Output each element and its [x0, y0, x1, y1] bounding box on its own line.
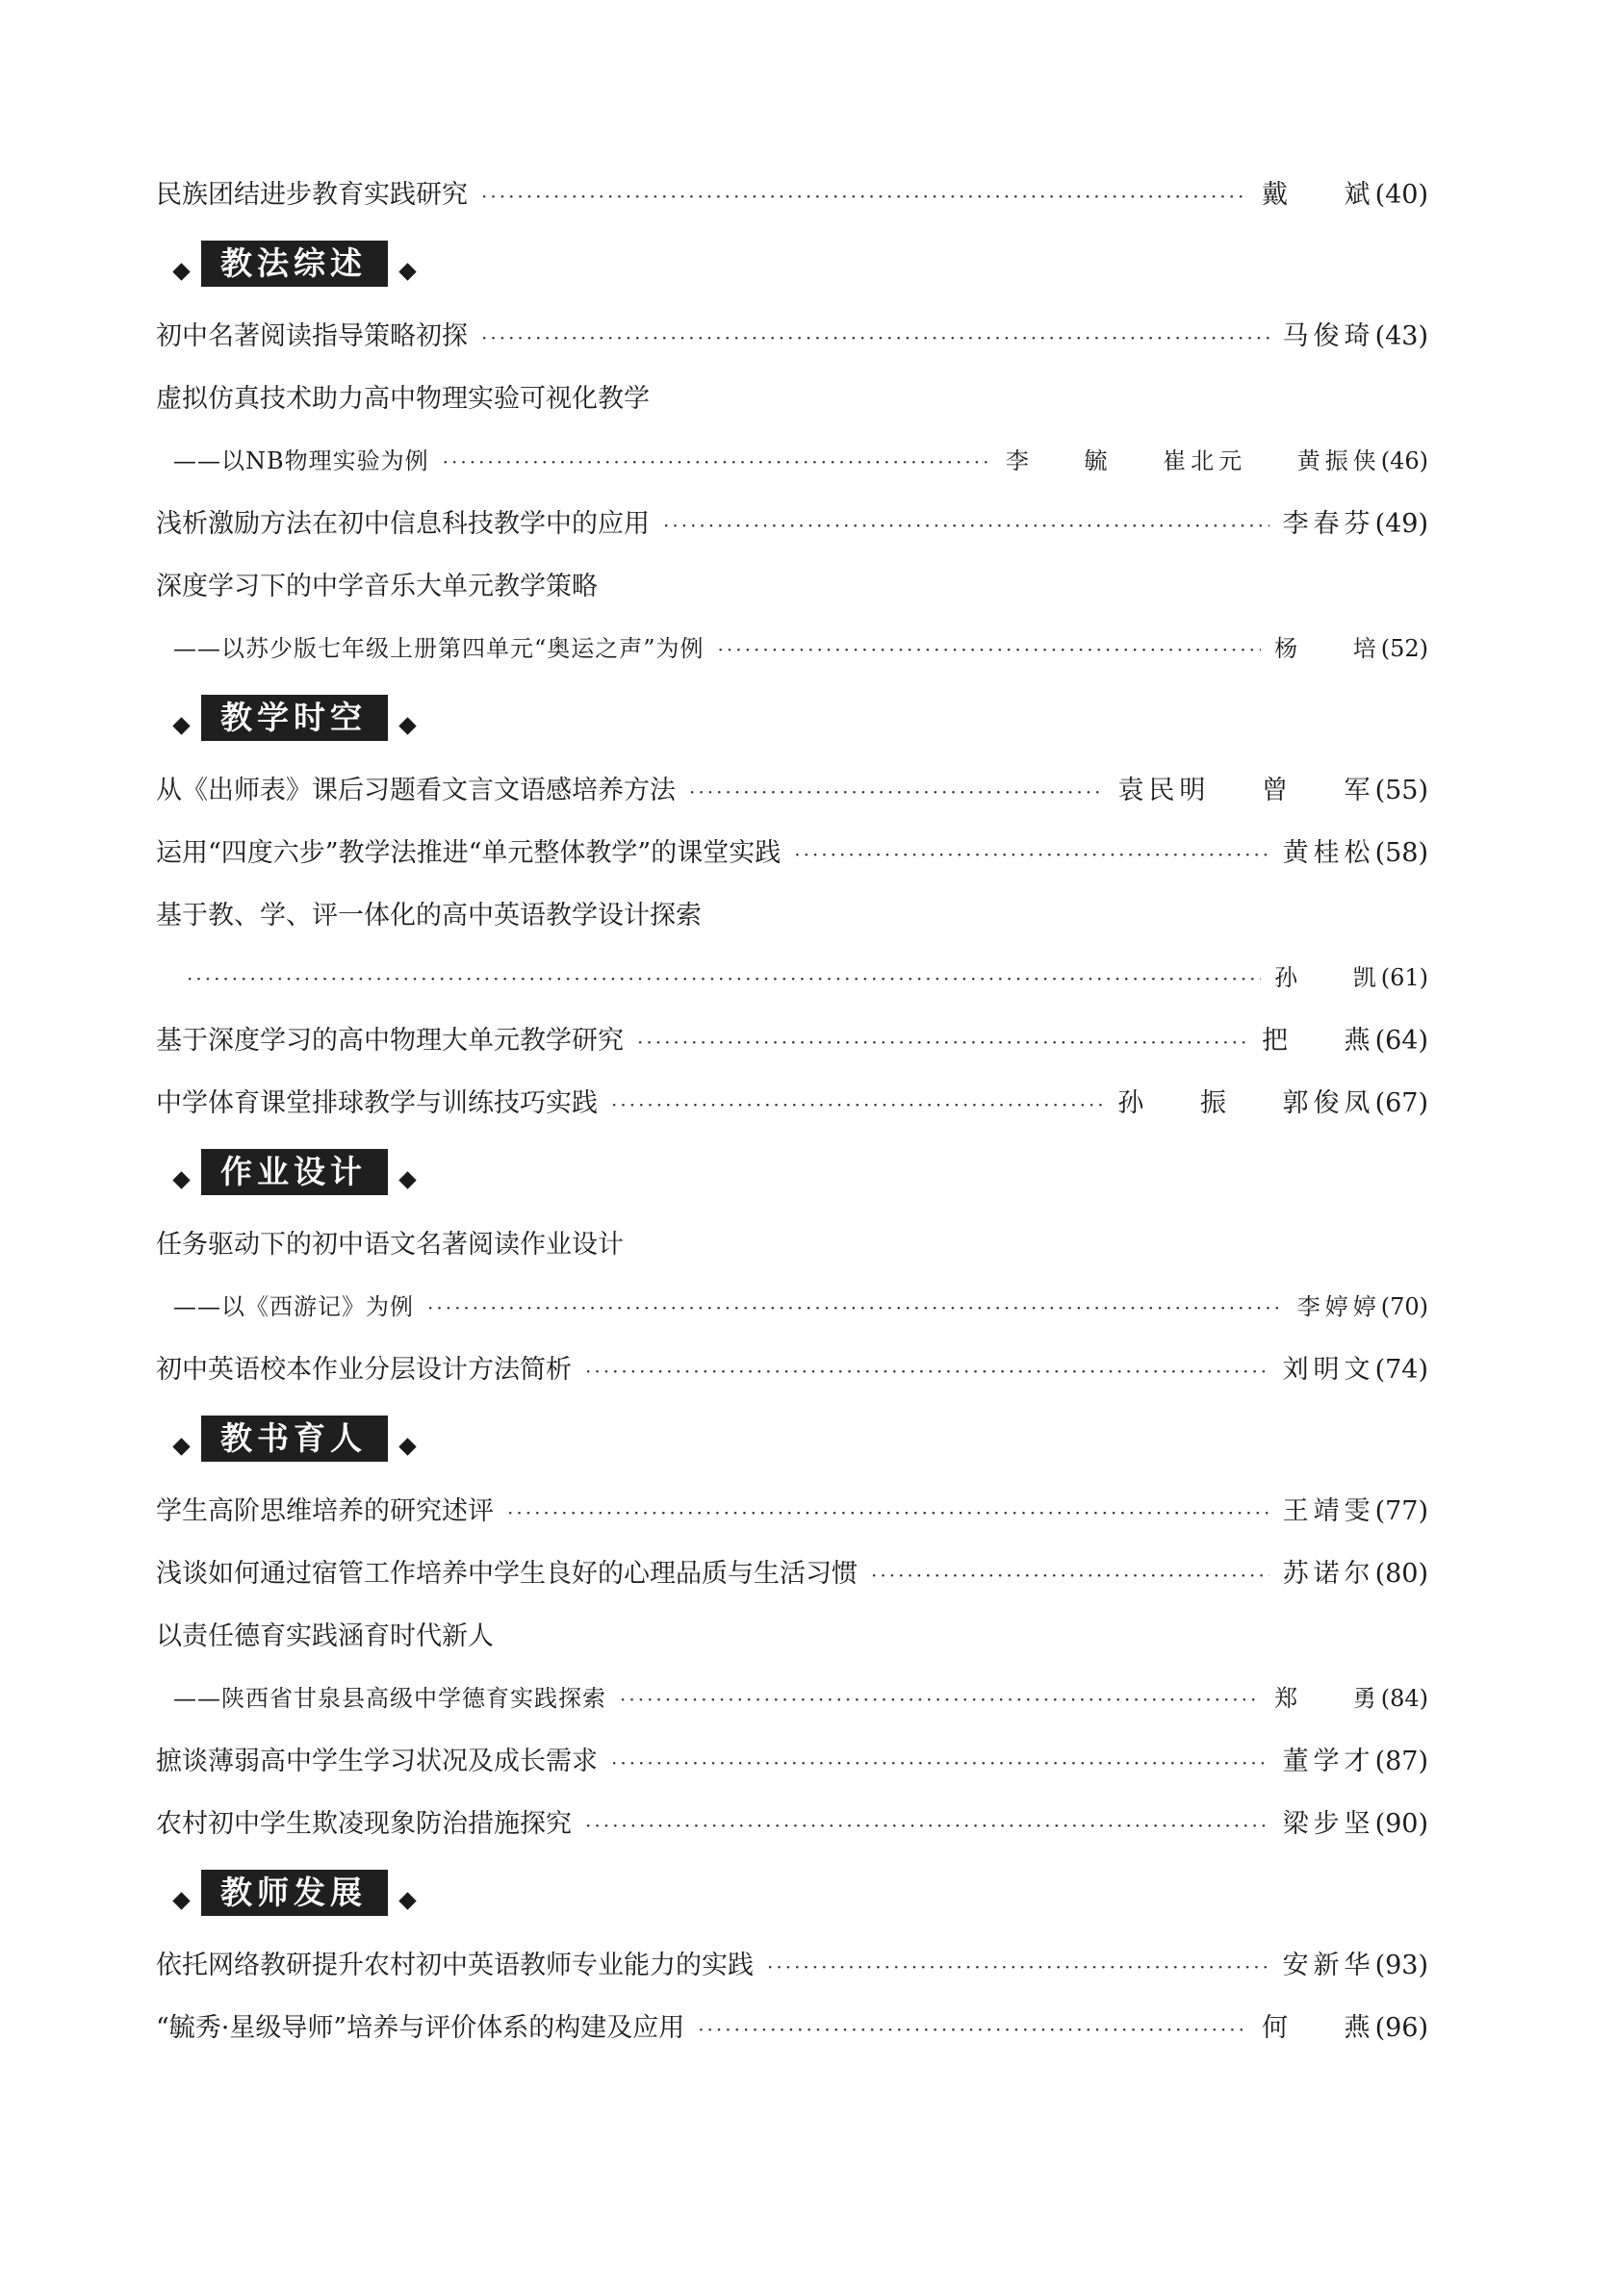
entry-page-number: (80) — [1374, 1559, 1428, 1589]
entry-page-number: (49) — [1374, 509, 1428, 539]
entry-page-number: (43) — [1374, 321, 1428, 351]
entry-author: 杨 培 — [1274, 635, 1381, 662]
leader-dots — [427, 1277, 1284, 1339]
entry-subtitle: ——陕西省甘泉县高级中学德育实践探索 — [173, 1685, 606, 1712]
entry-title: 深度学习下的中学音乐大单元教学策略 — [156, 572, 598, 601]
leader-dots — [585, 1340, 1269, 1403]
diamond-bullet-icon — [398, 1438, 416, 1455]
entry-title: 初中英语校本作业分层设计方法简析 — [156, 1355, 572, 1385]
leader-dots — [637, 1011, 1248, 1074]
entry-title: 中学体育课堂排球教学与训练技巧实践 — [156, 1088, 598, 1118]
entry-author: 孙 凯 — [1274, 964, 1381, 991]
leader-dots — [620, 1669, 1261, 1731]
toc-entry-title-line[interactable] — [156, 368, 1428, 430]
leader-dots — [689, 761, 1104, 824]
entry-page-number: (55) — [1374, 776, 1428, 805]
entry-page-number: (93) — [1374, 1951, 1428, 1980]
toc-entry[interactable] — [156, 1668, 1428, 1730]
toc-entry[interactable] — [156, 618, 1428, 680]
entry-page-number: (64) — [1374, 1026, 1428, 1056]
entry-subtitle: ——以NB物理实验为例 — [173, 447, 429, 474]
leader-dots — [611, 1732, 1269, 1795]
entry-page-number: (90) — [1374, 1809, 1428, 1839]
diamond-bullet-icon — [398, 1171, 416, 1188]
entry-page-number: (84) — [1380, 1685, 1428, 1712]
diamond-bullet-icon — [172, 1438, 190, 1455]
leader-dots — [767, 1936, 1269, 1999]
diamond-bullet-icon — [398, 263, 416, 280]
section-title: 教学时空 — [201, 695, 388, 741]
entry-page-number: (61) — [1380, 964, 1428, 991]
entry-author: 董学才 — [1282, 1747, 1375, 1776]
entry-page-number: (40) — [1374, 180, 1428, 210]
entry-title: 以责任德育实践涵育时代新人 — [156, 1621, 494, 1651]
entry-title: 浅谈如何通过宿管工作培养中学生良好的心理品质与生活习惯 — [156, 1559, 858, 1589]
entry-title: 摭谈薄弱高中学生学习状况及成长需求 — [156, 1747, 598, 1776]
entry-title: 学生高阶思维培养的研究述评 — [156, 1496, 494, 1526]
toc-entry[interactable] — [156, 1072, 1428, 1135]
entry-title: “毓秀·星级导师”培养与评价体系的构建及应用 — [156, 2013, 685, 2043]
leader-dots — [585, 1795, 1269, 1857]
leader-dots — [481, 166, 1248, 228]
leader-dots — [481, 307, 1269, 370]
entry-author: 袁民明 曾 军 — [1117, 776, 1375, 805]
leader-dots — [794, 824, 1269, 886]
toc-entry[interactable] — [156, 822, 1428, 884]
entry-author: 郑 勇 — [1274, 1685, 1381, 1712]
diamond-bullet-icon — [398, 717, 416, 734]
toc-entry[interactable] — [156, 1480, 1428, 1543]
entry-page-number: (87) — [1374, 1747, 1428, 1776]
entry-author: 何 燕 — [1261, 2013, 1375, 2043]
entry-author: 孙 振 郭俊凤 — [1117, 1088, 1375, 1118]
entry-title: 从《出师表》课后习题看文言文语感培养方法 — [156, 776, 676, 805]
leader-dots — [663, 495, 1269, 557]
entry-title: 民族团结进步教育实践研究 — [156, 180, 468, 210]
toc-entry[interactable] — [156, 493, 1428, 555]
entry-page-number: (74) — [1374, 1355, 1428, 1385]
entry-author: 李春芬 — [1282, 509, 1375, 539]
entry-page-number: (96) — [1374, 2013, 1428, 2043]
toc-entry[interactable] — [156, 164, 1428, 226]
toc-entry[interactable] — [156, 1543, 1428, 1605]
toc-entry[interactable] — [156, 1339, 1428, 1401]
entry-title: 虚拟仿真技术助力高中物理实验可视化教学 — [156, 384, 650, 414]
section-header — [162, 680, 1428, 759]
entry-title: 任务驱动下的初中语文名著阅读作业设计 — [156, 1230, 624, 1260]
leader-dots — [187, 948, 1261, 1010]
toc-entry-title-line[interactable] — [156, 555, 1428, 618]
toc-entry[interactable] — [156, 947, 1428, 1009]
entry-subtitle: ——以苏少版七年级上册第四单元“奥运之声”为例 — [173, 635, 705, 662]
section-header — [162, 1135, 1428, 1213]
diamond-bullet-icon — [172, 1171, 190, 1188]
entry-author: 把 燕 — [1261, 1026, 1375, 1056]
section-header — [162, 1401, 1428, 1480]
entry-title: 运用“四度六步”教学法推进“单元整体教学”的课堂实践 — [156, 838, 782, 868]
leader-dots — [507, 1482, 1269, 1544]
toc-entry[interactable] — [156, 1276, 1428, 1339]
diamond-bullet-icon — [172, 717, 190, 734]
section-header — [162, 226, 1428, 305]
leader-dots — [611, 1074, 1104, 1136]
entry-title: 浅析激励方法在初中信息科技教学中的应用 — [156, 509, 650, 539]
entry-author: 马俊琦 — [1282, 321, 1375, 351]
diamond-bullet-icon — [398, 1892, 416, 1909]
entry-title: 农村初中学生欺凌现象防治措施探究 — [156, 1809, 572, 1839]
section-title: 作业设计 — [201, 1149, 388, 1195]
entry-author: 安新华 — [1282, 1951, 1375, 1980]
diamond-bullet-icon — [172, 263, 190, 280]
toc-entry[interactable] — [156, 1793, 1428, 1855]
entry-author: 李婷婷 — [1296, 1293, 1381, 1320]
toc-entry[interactable] — [156, 759, 1428, 822]
toc-entry[interactable] — [156, 1997, 1428, 2059]
section-header — [162, 1855, 1428, 1934]
toc-entry[interactable] — [156, 1730, 1428, 1793]
entry-title: 基于教、学、评一体化的高中英语教学设计探索 — [156, 901, 702, 931]
entry-page-number: (77) — [1374, 1496, 1428, 1526]
leader-dots — [443, 431, 992, 494]
entry-author: 李 毓 崔北元 黄振侠 — [1005, 447, 1381, 474]
entry-author: 黄桂松 — [1282, 838, 1375, 868]
entry-author: 戴 斌 — [1261, 180, 1375, 210]
entry-page-number: (46) — [1380, 447, 1428, 474]
entry-page-number: (52) — [1380, 635, 1428, 662]
section-title: 教书育人 — [201, 1416, 388, 1462]
toc-entry-title-line[interactable] — [156, 884, 1428, 947]
entry-author: 刘明文 — [1282, 1355, 1375, 1385]
entry-subtitle: ——以《西游记》为例 — [173, 1293, 414, 1320]
toc-entry-title-line[interactable] — [156, 1213, 1428, 1276]
leader-dots — [698, 1999, 1248, 2061]
entry-title: 依托网络教研提升农村初中英语教师专业能力的实践 — [156, 1951, 754, 1980]
toc-entry[interactable] — [156, 305, 1428, 368]
entry-author: 苏诺尔 — [1282, 1559, 1375, 1589]
entry-page-number: (67) — [1374, 1088, 1428, 1118]
section-title: 教师发展 — [201, 1870, 388, 1916]
entry-author: 梁步坚 — [1282, 1809, 1375, 1839]
toc-entry-title-line[interactable] — [156, 1605, 1428, 1668]
entry-title: 基于深度学习的高中物理大单元教学研究 — [156, 1026, 624, 1056]
toc-entry[interactable] — [156, 430, 1428, 493]
entry-title: 初中名著阅读指导策略初探 — [156, 321, 468, 351]
toc-entry[interactable] — [156, 1934, 1428, 1997]
entry-page-number: (58) — [1374, 838, 1428, 868]
leader-dots — [871, 1544, 1269, 1607]
diamond-bullet-icon — [172, 1892, 190, 1909]
table-of-contents — [156, 164, 1428, 2059]
entry-page-number: (70) — [1380, 1293, 1428, 1320]
leader-dots — [718, 619, 1262, 681]
section-title: 教法综述 — [201, 241, 388, 287]
toc-entry[interactable] — [156, 1009, 1428, 1072]
entry-author: 王靖雯 — [1282, 1496, 1375, 1526]
